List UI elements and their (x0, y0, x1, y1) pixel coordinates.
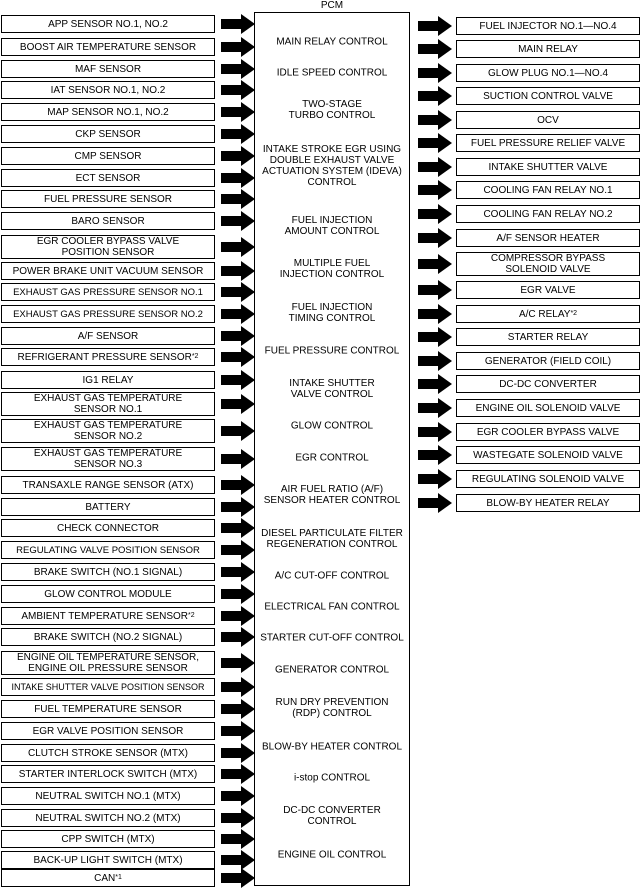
output-box (456, 181, 640, 199)
input-arrow (221, 808, 255, 828)
input-label: REGULATING VALVE POSITION SENSOR (16, 544, 200, 556)
input-label: APP SENSOR NO.1, NO.2 (48, 18, 168, 30)
pcm-control-function: INTAKE SHUTTER VALVE CONTROL (289, 378, 375, 400)
input-box (1, 700, 215, 718)
input-arrow (221, 653, 255, 673)
output-box (456, 158, 640, 176)
output-box (456, 252, 640, 276)
input-box: REFRIGERANT PRESSURE SENSOR *2 (1, 348, 215, 366)
pcm-control-function: ELECTRICAL FAN CONTROL (264, 601, 400, 613)
input-arrow (221, 421, 255, 441)
pcm-control-function: IDLE SPEED CONTROL (276, 67, 388, 79)
pcm-control-function: EGR CONTROL (295, 452, 369, 464)
input-label: CMP SENSOR (74, 150, 142, 162)
input-arrow (221, 282, 255, 302)
input-box (1, 851, 215, 869)
input-box (1, 651, 215, 675)
pcm-control-function: FUEL INJECTION AMOUNT CONTROL (284, 215, 380, 237)
input-box (1, 744, 215, 762)
output-label: EGR COOLER BYPASS VALVE (476, 426, 620, 438)
output-box (456, 229, 640, 247)
pcm-control-function: GLOW CONTROL (290, 420, 374, 432)
input-arrow (221, 211, 255, 231)
input-box (1, 830, 215, 848)
input-arrow (221, 326, 255, 346)
input-box: CAN *1 (1, 869, 215, 887)
input-box (1, 722, 215, 740)
output-box (456, 111, 640, 129)
output-box (456, 423, 640, 441)
output-arrow (418, 469, 452, 489)
input-box (1, 235, 215, 259)
output-label: GENERATOR (FIELD COIL) (484, 355, 612, 367)
output-arrow (418, 374, 452, 394)
input-label: BRAKE SWITCH (NO.2 SIGNAL) (33, 631, 183, 643)
output-arrow (418, 39, 452, 59)
input-box (1, 519, 215, 537)
output-label: DC-DC CONVERTER (499, 378, 597, 390)
output-label: COMPRESSOR BYPASS SOLENOID VALVE (490, 253, 606, 275)
input-label: AMBIENT TEMPERATURE SENSOR (21, 610, 189, 622)
input-box (1, 212, 215, 230)
input-label: GLOW CONTROL MODULE (44, 588, 172, 600)
output-label: COOLING FAN RELAY NO.2 (483, 208, 613, 220)
output-box: A/C RELAY *2 (456, 305, 640, 323)
pcm-control-function: A/C CUT-OFF CONTROL (274, 570, 390, 582)
output-box (456, 352, 640, 370)
output-label: SUCTION CONTROL VALVE (483, 90, 613, 102)
output-arrow (418, 204, 452, 224)
input-box (1, 585, 215, 603)
input-box (1, 125, 215, 143)
input-box (1, 498, 215, 516)
input-arrow (221, 540, 255, 560)
input-label: POWER BRAKE UNIT VACUUM SENSOR (12, 265, 204, 277)
input-arrow (221, 677, 255, 697)
output-arrow (418, 351, 452, 371)
output-arrow (418, 445, 452, 465)
input-label: TRANSAXLE RANGE SENSOR (ATX) (22, 479, 194, 491)
output-arrow (418, 86, 452, 106)
input-arrow (221, 168, 255, 188)
input-arrow (221, 562, 255, 582)
input-box (1, 392, 215, 416)
input-label: STARTER INTERLOCK SWITCH (MTX) (18, 768, 198, 780)
input-box: AMBIENT TEMPERATURE SENSOR *2 (1, 607, 215, 625)
output-label: ENGINE OIL SOLENOID VALVE (475, 402, 621, 414)
input-label: FUEL TEMPERATURE SENSOR (34, 703, 182, 715)
input-box (1, 81, 215, 99)
input-box (1, 15, 215, 33)
pcm-control-function: MULTIPLE FUEL INJECTION CONTROL (279, 258, 385, 280)
input-label: IAT SENSOR NO.1, NO.2 (50, 84, 166, 96)
pcm-control-function: i-stop CONTROL (293, 772, 371, 784)
output-label: COOLING FAN RELAY NO.1 (483, 184, 613, 196)
input-label: NEUTRAL SWITCH NO.1 (MTX) (35, 790, 181, 802)
output-arrow (418, 493, 452, 513)
input-box (1, 103, 215, 121)
output-arrow (418, 254, 452, 274)
pcm-control-function: RUN DRY PREVENTION (RDP) CONTROL (275, 697, 389, 719)
pcm-control-function: FUEL PRESSURE CONTROL (264, 345, 400, 357)
input-arrow (221, 850, 255, 870)
input-arrow (221, 189, 255, 209)
input-arrow (221, 347, 255, 367)
input-arrow (221, 584, 255, 604)
output-arrow (418, 63, 452, 83)
input-label: EXHAUST GAS PRESSURE SENSOR NO.1 (13, 286, 203, 298)
input-arrow (221, 721, 255, 741)
input-label: ENGINE OIL TEMPERATURE SENSOR, ENGINE OIL PRESSURE SENSOR (16, 652, 200, 674)
input-label: CLUTCH STROKE SENSOR (MTX) (27, 747, 188, 759)
input-label: ECT SENSOR (75, 172, 141, 184)
output-arrow (418, 422, 452, 442)
output-arrow (418, 327, 452, 347)
output-box (456, 64, 640, 82)
input-arrow (221, 237, 255, 257)
output-arrow (418, 398, 452, 418)
input-label: MAP SENSOR NO.1, NO.2 (47, 106, 169, 118)
input-arrow (221, 37, 255, 57)
input-arrow (221, 59, 255, 79)
output-box (456, 40, 640, 58)
input-box (1, 447, 215, 471)
input-arrow (221, 497, 255, 517)
input-arrow (221, 475, 255, 495)
output-arrow (418, 304, 452, 324)
input-arrow (221, 261, 255, 281)
input-label: BATTERY (85, 501, 131, 513)
input-label: FUEL PRESSURE SENSOR (44, 193, 172, 205)
output-label: OCV (537, 114, 559, 126)
input-label: IG1 RELAY (82, 374, 134, 386)
output-box (456, 399, 640, 417)
input-label: EXHAUST GAS TEMPERATURE SENSOR NO.3 (33, 448, 183, 470)
input-arrow (221, 518, 255, 538)
input-arrow (221, 786, 255, 806)
pcm-control-function: FUEL INJECTION TIMING CONTROL (288, 302, 376, 324)
input-box (1, 419, 215, 443)
pcm-control-function: AIR FUEL RATIO (A/F) SENSOR HEATER CONTROL (263, 484, 401, 506)
input-box (1, 38, 215, 56)
input-label: BRAKE SWITCH (NO.1 SIGNAL) (33, 566, 183, 578)
input-box (1, 563, 215, 581)
input-label: EXHAUST GAS PRESSURE SENSOR NO.2 (13, 308, 203, 320)
output-arrow (418, 280, 452, 300)
output-label: STARTER RELAY (507, 331, 589, 343)
input-box (1, 628, 215, 646)
pcm-control-function: TWO-STAGE TURBO CONTROL (288, 99, 376, 121)
output-box (456, 87, 640, 105)
output-box (456, 375, 640, 393)
output-label: A/F SENSOR HEATER (496, 232, 600, 244)
pcm-control-function: STARTER CUT-OFF CONTROL (260, 632, 404, 644)
pcm-control-function: GENERATOR CONTROL (274, 664, 390, 676)
input-box (1, 283, 215, 301)
output-arrow (418, 157, 452, 177)
input-arrow (221, 606, 255, 626)
input-box (1, 678, 215, 696)
input-arrow (221, 80, 255, 100)
output-box (456, 470, 640, 488)
output-box (456, 17, 640, 35)
input-arrow (221, 829, 255, 849)
input-box (1, 169, 215, 187)
input-box (1, 190, 215, 208)
pcm-control-function: DIESEL PARTICULATE FILTER REGENERATION CONTROL (261, 528, 403, 550)
output-box (456, 494, 640, 512)
output-label: MAIN RELAY (518, 43, 578, 55)
output-box (456, 446, 640, 464)
input-box (1, 305, 215, 323)
output-arrow (418, 110, 452, 130)
input-box (1, 541, 215, 559)
pcm-control-function: INTAKE STROKE EGR USING DOUBLE EXHAUST VALVE ACTUATION SYSTEM (IDEVA) CONTROL (262, 144, 402, 188)
input-label: A/F SENSOR (77, 330, 139, 342)
pcm-control-function: MAIN RELAY CONTROL (276, 36, 388, 48)
output-box (456, 328, 640, 346)
output-arrow (418, 133, 452, 153)
input-label: EXHAUST GAS TEMPERATURE SENSOR NO.2 (33, 420, 183, 442)
input-arrow (221, 743, 255, 763)
output-label: FUEL INJECTOR NO.1—NO.4 (479, 20, 617, 32)
input-box (1, 327, 215, 345)
output-box (456, 281, 640, 299)
output-label: FUEL PRESSURE RELIEF VALVE (470, 137, 626, 149)
pcm-control-function: BLOW-BY HEATER CONTROL (261, 741, 403, 753)
input-label: CPP SWITCH (MTX) (61, 833, 155, 845)
pcm-title: PCM (320, 0, 344, 11)
input-box (1, 262, 215, 280)
input-label: BOOST AIR TEMPERATURE SENSOR (19, 41, 197, 53)
output-label: BLOW-BY HEATER RELAY (486, 497, 610, 509)
input-box (1, 787, 215, 805)
input-arrow (221, 868, 255, 888)
input-box (1, 765, 215, 783)
input-label: CHECK CONNECTOR (56, 522, 160, 534)
input-box (1, 371, 215, 389)
input-arrow (221, 146, 255, 166)
output-box (456, 205, 640, 223)
output-label: A/C RELAY (518, 308, 571, 320)
input-label: BARO SENSOR (71, 215, 145, 227)
output-label: EGR VALVE (520, 284, 576, 296)
input-label: CAN (94, 872, 116, 884)
input-label: EGR VALVE POSITION SENSOR (32, 725, 184, 737)
input-arrow (221, 14, 255, 34)
output-arrow (418, 16, 452, 36)
input-box (1, 476, 215, 494)
input-arrow (221, 124, 255, 144)
input-arrow (221, 449, 255, 469)
input-label: BACK-UP LIGHT SWITCH (MTX) (33, 854, 183, 866)
input-label: NEUTRAL SWITCH NO.2 (MTX) (35, 812, 181, 824)
input-box (1, 809, 215, 827)
input-label: REFRIGERANT PRESSURE SENSOR (17, 351, 192, 363)
input-box (1, 60, 215, 78)
output-label: INTAKE SHUTTER VALVE (488, 161, 608, 173)
pcm-control-function: DC-DC CONVERTER CONTROL (283, 805, 381, 827)
output-arrow (418, 228, 452, 248)
input-arrow (221, 370, 255, 390)
input-label: MAF SENSOR (74, 63, 142, 75)
input-arrow (221, 394, 255, 414)
input-label: EGR COOLER BYPASS VALVE POSITION SENSOR (36, 236, 180, 258)
pcm-control-function: ENGINE OIL CONTROL (277, 849, 387, 861)
input-label: EXHAUST GAS TEMPERATURE SENSOR NO.1 (33, 393, 183, 415)
input-label: INTAKE SHUTTER VALVE POSITION SENSOR (11, 681, 205, 692)
output-label: GLOW PLUG NO.1—NO.4 (487, 67, 609, 79)
output-arrow (418, 180, 452, 200)
input-arrow (221, 304, 255, 324)
input-arrow (221, 627, 255, 647)
output-label: WASTEGATE SOLENOID VALVE (473, 449, 623, 461)
input-arrow (221, 764, 255, 784)
input-box (1, 147, 215, 165)
output-box (456, 134, 640, 152)
input-arrow (221, 699, 255, 719)
input-label: CKP SENSOR (75, 128, 141, 140)
input-arrow (221, 102, 255, 122)
output-label: REGULATING SOLENOID VALVE (471, 473, 625, 485)
